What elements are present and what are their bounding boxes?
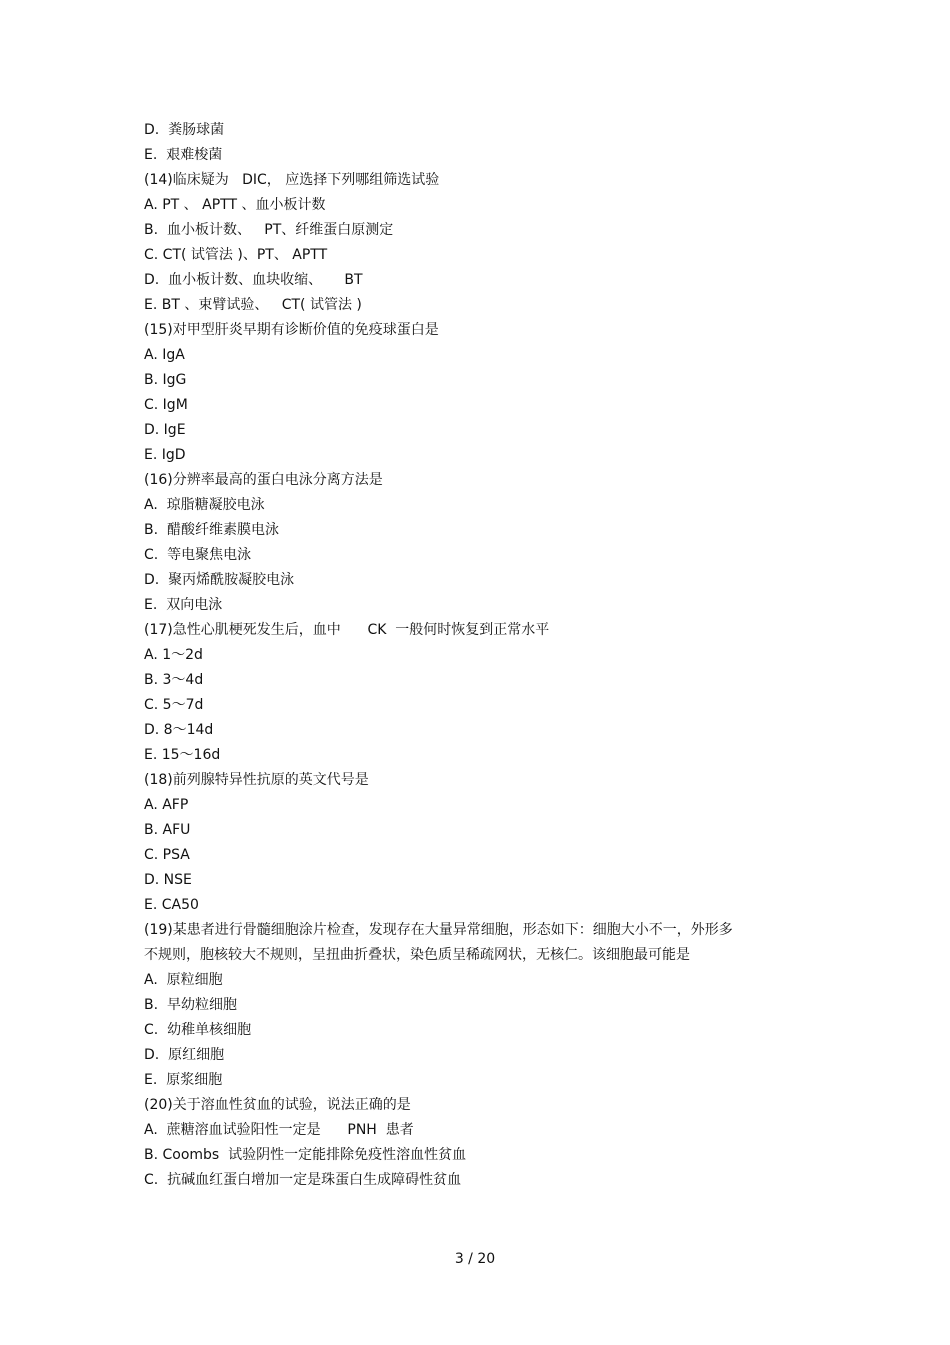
question-19-stem: (19)某患者进行骨髓细胞涂片检查，发现存在大量异常细胞，形态如下：细胞大小不一，外形多不规则，胞核较大不规则，呈扭曲折叠状，染色质呈稀疏网状，无核仁。该细胞最可能是 — [144, 922, 733, 963]
text-line: B. 血小板计数、 PT、纤维蛋白原测定 — [144, 222, 394, 238]
text-line: A. 琼脂糖凝胶电泳 — [144, 497, 265, 513]
question-18-stem: (18)前列腺特异性抗原的英文代号是 — [144, 772, 369, 788]
text-line: C. 等电聚焦电泳 — [144, 547, 252, 563]
text-line: C. PSA — [144, 847, 190, 863]
question-14-stem: (14)临床疑为 DIC， 应选择下列哪组筛选试验 — [144, 172, 440, 188]
text-line: E. BT 、束臂试验、 CT( 试管法 ) — [144, 297, 362, 313]
text-line: D. 原红细胞 — [144, 1047, 225, 1063]
text-line: B. IgG — [144, 372, 187, 388]
text-line: C. 抗碱血红蛋白增加一定是珠蛋白生成障碍性贫血 — [144, 1172, 462, 1188]
page-content — [144, 118, 744, 1193]
text-line: C. 幼稚单核细胞 — [144, 1022, 252, 1038]
text-line: E. CA50 — [144, 897, 199, 913]
text-line: B. 3～4d — [144, 672, 204, 688]
text-line: D. 血小板计数、血块收缩、 BT — [144, 272, 363, 288]
text-line: C. IgM — [144, 397, 188, 413]
text-line: E. 15～16d — [144, 747, 221, 763]
text-line: D. NSE — [144, 872, 192, 888]
text-line: A. PT 、 APTT 、血小板计数 — [144, 197, 326, 213]
text-line: B. 醋酸纤维素膜电泳 — [144, 522, 279, 538]
text-line: A. IgA — [144, 347, 185, 363]
text-line: D. 粪肠球菌 — [144, 122, 225, 138]
text-line: B. 早幼粒细胞 — [144, 997, 237, 1013]
question-15-stem: (15)对甲型肝炎早期有诊断价值的免疫球蛋白是 — [144, 322, 439, 338]
text-line: A. 原粒细胞 — [144, 972, 223, 988]
text-line: D. 聚丙烯酰胺凝胶电泳 — [144, 572, 295, 588]
page-number: 3 / 20 — [454, 1251, 496, 1267]
question-20-stem: (20)关于溶血性贫血的试验，说法正确的是 — [144, 1097, 411, 1113]
text-line: B. Coombs 试验阴性一定能排除免疫性溶血性贫血 — [144, 1147, 467, 1163]
text-line: E. 双向电泳 — [144, 597, 223, 613]
text-line: D. 8～14d — [144, 722, 214, 738]
text-line: E. IgD — [144, 447, 186, 463]
text-line: D. IgE — [144, 422, 186, 438]
text-line: B. AFU — [144, 822, 191, 838]
text-line: E. 原浆细胞 — [144, 1072, 223, 1088]
text-line: C. CT( 试管法 )、PT、 APTT — [144, 247, 328, 263]
question-16-stem: (16)分辨率最高的蛋白电泳分离方法是 — [144, 472, 383, 488]
question-17-stem: (17)急性心肌梗死发生后，血中 CK 一般何时恢复到正常水平 — [144, 622, 550, 638]
text-line: E. 艰难梭菌 — [144, 147, 223, 163]
text-line: A. 1～2d — [144, 647, 203, 663]
text-line: A. AFP — [144, 797, 189, 813]
text-line: A. 蔗糖溶血试验阳性一定是 PNH 患者 — [144, 1122, 414, 1138]
text-line: C. 5～7d — [144, 697, 204, 713]
